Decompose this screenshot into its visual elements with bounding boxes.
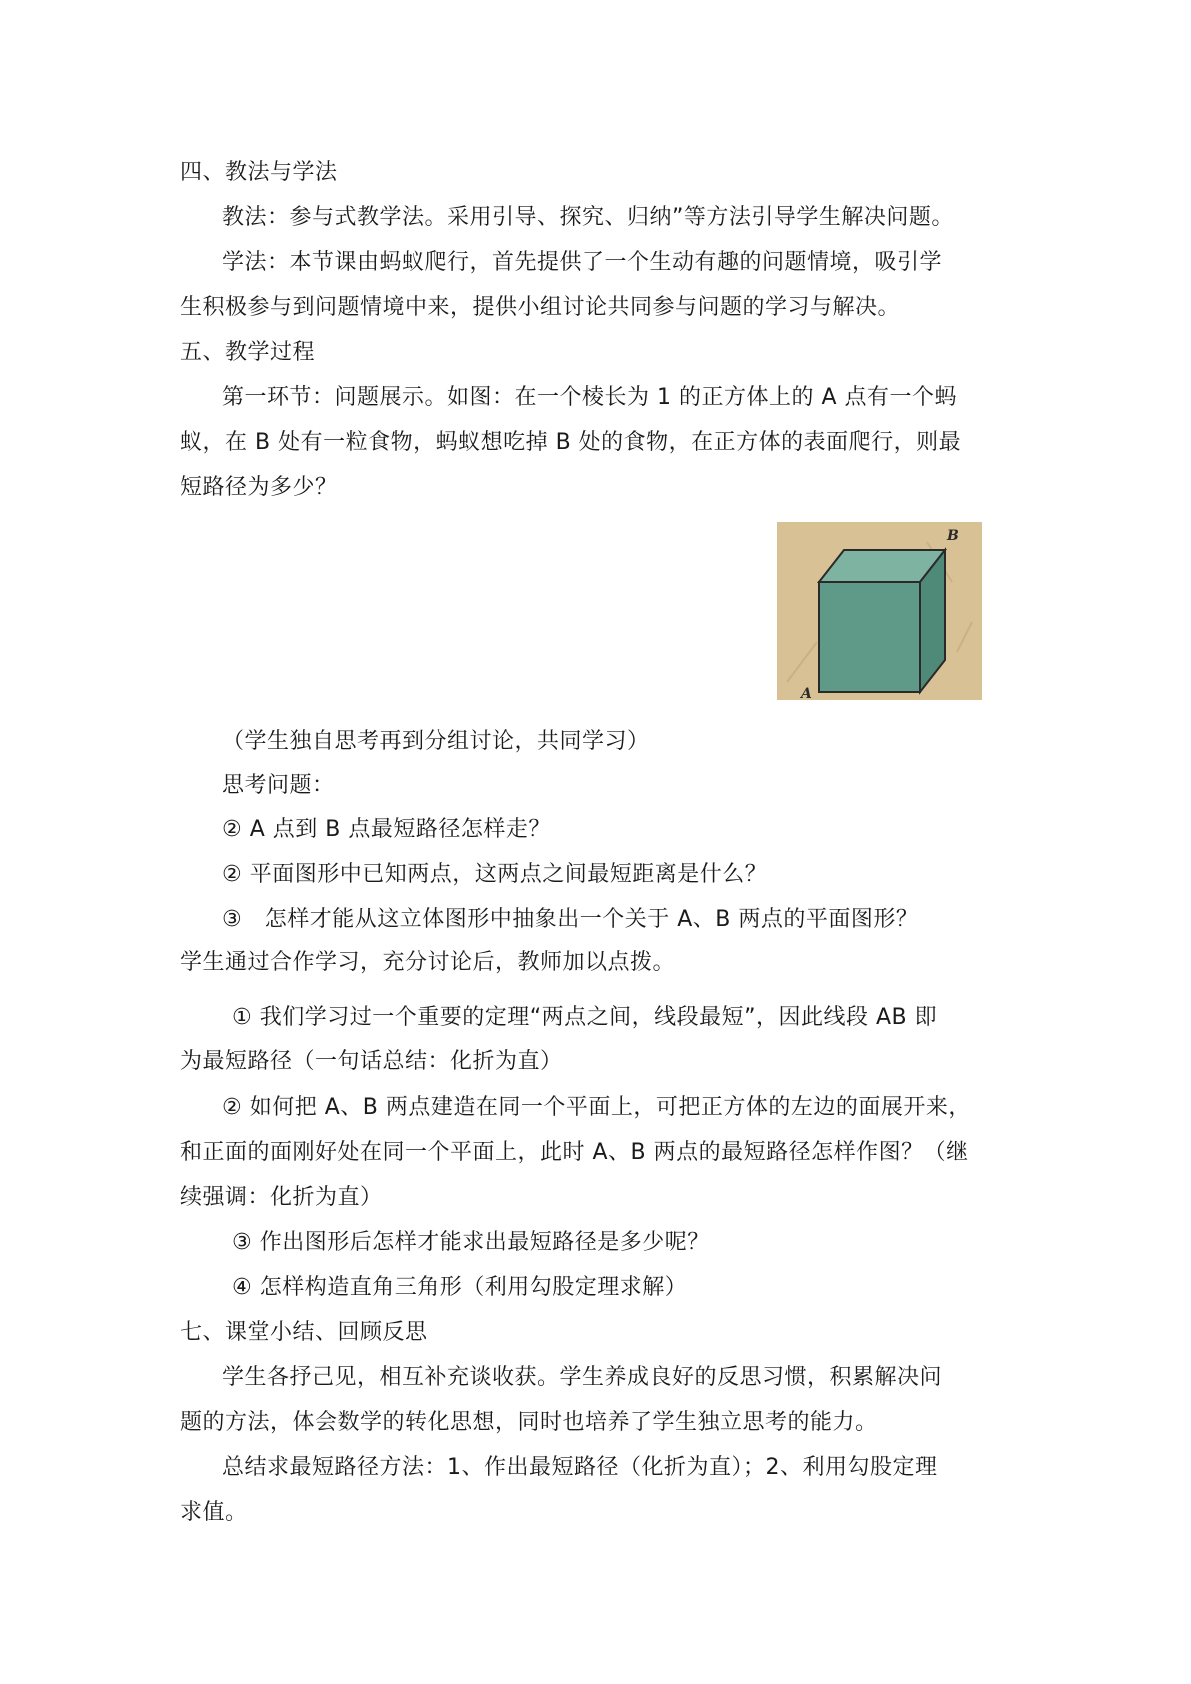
think-heading: 思考问题： (222, 773, 335, 798)
answer-2-line-2: 和正面的面刚好处在同一个平面上，此时 A、B 两点的最短路径怎样作图？（继 (180, 1140, 969, 1165)
point-a-label: A (801, 686, 812, 700)
teaching-method-paragraph: 教法：参与式教学法。采用引导、探究、归纳”等方法引导学生解决问题。 (222, 205, 954, 230)
question-2: ② 平面图形中已知两点，这两点之间最短距离是什么？ (222, 862, 768, 887)
section5-heading: 五、教学过程 (180, 340, 316, 365)
learning-method-line-2: 生积极参与到问题情境中来，提供小组讨论共同参与问题的学习与解决。 (180, 295, 901, 320)
discussion-paragraph: 学生通过合作学习，充分讨论后，教师加以点拨。 (180, 950, 676, 975)
answer-2-line-1: ② 如何把 A、B 两点建造在同一个平面上，可把正方体的左边的面展开来， (222, 1095, 971, 1120)
answer-1-line-2: 为最短路径（一句话总结：化折为直） (180, 1049, 563, 1074)
point-b-label: B (947, 528, 959, 544)
answer-2-line-3: 续强调：化折为直） (180, 1185, 383, 1210)
learning-method-line-1: 学法：本节课由蚂蚁爬行，首先提供了一个生动有趣的问题情境，吸引学 (222, 250, 943, 275)
answer-1-line-1: ① 我们学习过一个重要的定理“两点之间，线段最短”，因此线段 AB 即 (232, 1005, 938, 1030)
method-line-1: 总结求最短路径方法：1、作出最短路径（化折为直）；2、利用勾股定理 (222, 1455, 938, 1480)
problem-line-1: 第一环节：问题展示。如图：在一个棱长为 1 的正方体上的 A 点有一个蚂 (222, 385, 958, 410)
summary-line-1: 学生各抒己见，相互补充谈收获。学生养成良好的反思习惯，积累解决问 (222, 1365, 943, 1390)
answer-4: ④ 怎样构造直角三角形（利用勾股定理求解） (232, 1275, 688, 1300)
problem-line-3: 短路径为多少？ (180, 475, 338, 500)
problem-line-2: 蚁，在 B 处有一粒食物，蚂蚁想吃掉 B 处的食物，在正方体的表面爬行，则最 (180, 430, 962, 455)
method-line-2: 求值。 (180, 1500, 248, 1525)
cube-front-face (819, 582, 920, 692)
summary-line-2: 题的方法，体会数学的转化思想，同时也培养了学生独立思考的能力。 (180, 1410, 878, 1435)
cube-figure (777, 522, 982, 700)
section4-heading: 四、教法与学法 (180, 160, 338, 185)
section7-heading: 七、课堂小结、回顾反思 (180, 1320, 428, 1345)
question-3: ③ 怎样才能从这立体图形中抽象出一个关于 A、B 两点的平面图形？ (222, 907, 919, 932)
discussion-note: （学生独自思考再到分组讨论，共同学习） (222, 729, 650, 754)
answer-3: ③ 作出图形后怎样才能求出最短路径是多少呢？ (232, 1230, 710, 1255)
question-1: ② A 点到 B 点最短路径怎样走？ (222, 817, 551, 842)
